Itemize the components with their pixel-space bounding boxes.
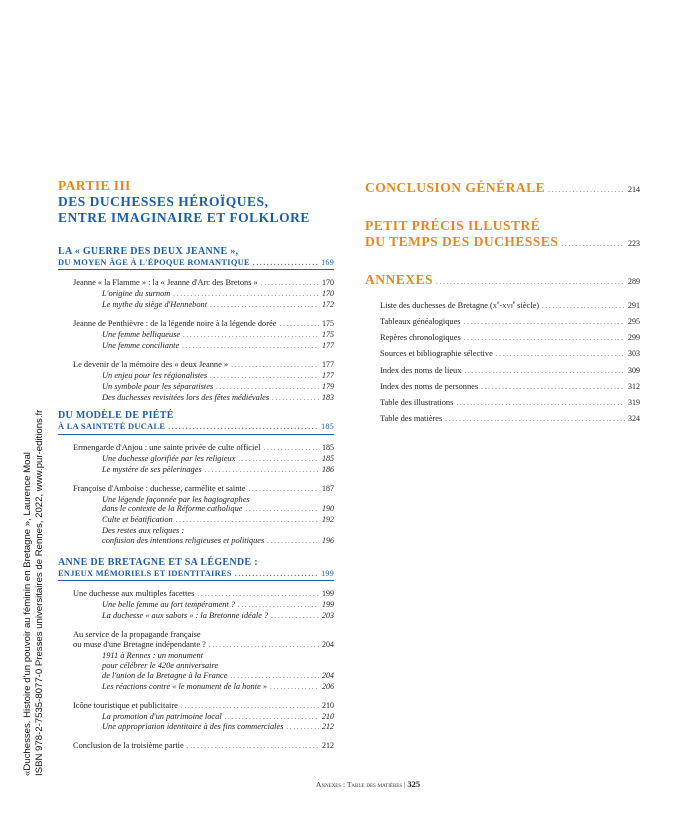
annex-item[interactable] bbox=[380, 330, 640, 346]
leader-dots bbox=[267, 536, 319, 547]
chapter-title-line bbox=[58, 422, 334, 433]
section-title: Icône touristique et publicitaire bbox=[73, 700, 178, 710]
page-number: 223 bbox=[628, 239, 640, 248]
toc-subsection[interactable] bbox=[102, 536, 334, 547]
page-footer bbox=[316, 779, 420, 789]
leader-dots bbox=[231, 360, 319, 371]
toc-subsection[interactable] bbox=[102, 682, 334, 693]
page-number: 179 bbox=[322, 381, 334, 391]
toc-section[interactable] bbox=[73, 589, 334, 600]
annex-list bbox=[380, 296, 640, 427]
page-number: 172 bbox=[322, 300, 334, 310]
subsection-title: La duchesse « aux sabots » : la Bretonne idéale ? bbox=[102, 611, 269, 621]
leader-dots bbox=[230, 671, 319, 682]
subsection-title: L'origine du surnom bbox=[102, 289, 171, 299]
toc-section[interactable] bbox=[73, 701, 334, 712]
page-number: 210 bbox=[322, 700, 334, 710]
page-number: 177 bbox=[322, 340, 334, 350]
leader-dots bbox=[286, 722, 319, 733]
leader-dots bbox=[210, 371, 319, 382]
page-number: 299 bbox=[628, 333, 640, 343]
toc-subsection[interactable] bbox=[102, 393, 334, 404]
annex-item[interactable] bbox=[380, 296, 640, 314]
chapter-title-text: DU MOYEN ÂGE À L'ÉPOQUE ROMANTIQUE bbox=[58, 257, 250, 267]
leader-dots bbox=[182, 341, 319, 352]
page-number: 185 bbox=[322, 453, 334, 463]
chapter-heading[interactable] bbox=[58, 246, 334, 270]
section-title: Françoise d'Amboise : duchesse, carmélite et sainte bbox=[73, 483, 246, 493]
chapter-heading[interactable] bbox=[58, 410, 334, 434]
toc-section[interactable] bbox=[73, 741, 334, 752]
annex-item-title: Tableaux généalogiques bbox=[380, 317, 461, 326]
page-number: 204 bbox=[322, 640, 334, 650]
toc-subsection-line[interactable]: Des restes aux reliques : bbox=[102, 526, 185, 536]
section-title: Une duchesse aux multiples facettes bbox=[73, 589, 195, 599]
annex-item[interactable] bbox=[380, 346, 640, 362]
toc-subsection[interactable] bbox=[102, 330, 334, 341]
subsection-title: Une femme belliqueuse bbox=[102, 330, 181, 340]
section-title: Jeanne « la Flamme » : la « Jeanne d'Arc des Bretons » bbox=[73, 278, 258, 288]
page-number: 199 bbox=[321, 568, 334, 578]
chapter-title-text: ENJEUX MÉMORIELS ET IDENTITAIRES bbox=[58, 568, 232, 578]
toc-subsection[interactable] bbox=[102, 504, 334, 515]
toc-subsection[interactable] bbox=[102, 611, 334, 622]
subsection-title: Culte et béatification bbox=[102, 515, 173, 525]
leader-dots bbox=[436, 278, 625, 286]
page-number: 199 bbox=[322, 589, 334, 599]
leader-dots bbox=[263, 443, 319, 454]
part-title-line-1: DES DUCHESSES HÉROÏQUES, bbox=[58, 194, 269, 209]
page-number: 324 bbox=[628, 414, 640, 424]
major-entry-title-line bbox=[365, 234, 640, 250]
subsection-title: Une femme conciliante bbox=[102, 340, 180, 350]
major-entry-title: CONCLUSION GÉNÉRALE bbox=[365, 180, 546, 195]
subsection-title: Un symbole pour les séparatistes bbox=[102, 381, 214, 391]
toc-section[interactable] bbox=[73, 278, 334, 289]
subsection-title: Une belle femme au fort tempérament ? bbox=[102, 600, 236, 610]
major-entry-title-line: PETIT PRÉCIS ILLUSTRÉ bbox=[365, 218, 541, 233]
leader-dots bbox=[279, 319, 319, 330]
page-number: 203 bbox=[322, 611, 334, 621]
page-number: 186 bbox=[322, 464, 334, 474]
right-column bbox=[365, 180, 640, 427]
toc-major-entry[interactable] bbox=[365, 180, 640, 196]
chapter-title-text: À LA SAINTETÉ DUCALE bbox=[58, 421, 166, 431]
page-number: 199 bbox=[322, 600, 334, 610]
toc-subsection-line[interactable]: pour célébrer le 420e anniversaire bbox=[102, 660, 219, 670]
leader-dots bbox=[261, 278, 319, 289]
toc-subsection[interactable] bbox=[102, 515, 334, 526]
page-number: 289 bbox=[628, 277, 640, 286]
annex-item[interactable] bbox=[380, 314, 640, 330]
page-number: 319 bbox=[628, 398, 640, 408]
page-number: 170 bbox=[322, 289, 334, 299]
toc-major-entry[interactable] bbox=[365, 272, 640, 288]
left-column bbox=[58, 178, 334, 752]
leader-dots bbox=[464, 363, 625, 379]
chapter-title-line: ANNE DE BRETAGNE ET SA LÉGENDE : bbox=[58, 557, 258, 569]
section-title: Conclusion de la troisième partie bbox=[73, 741, 184, 751]
leader-dots bbox=[464, 330, 625, 346]
page-number: 214 bbox=[628, 185, 640, 194]
subsection-title: Les réactions contre « le monument de la honte » bbox=[102, 681, 268, 691]
running-footer-text: Annexes : Table des matières bbox=[316, 780, 403, 789]
toc-subsection[interactable] bbox=[102, 300, 334, 311]
side-note-line-2: ISBN 978-2-7535-8077-0 Presses universitaires de Rennes, 2022, www.pur-editions.fr bbox=[33, 409, 45, 776]
annex-item[interactable] bbox=[380, 395, 640, 411]
leader-dots bbox=[248, 484, 319, 495]
section-title: Jeanne de Penthièvre : de la légende noire à la légende dorée bbox=[73, 319, 277, 329]
page-number: 204 bbox=[322, 670, 334, 680]
toc-section-line[interactable]: Au service de la propagande française bbox=[73, 630, 201, 640]
toc-subsection[interactable] bbox=[102, 671, 334, 682]
page-number: 312 bbox=[628, 381, 640, 391]
chapter-heading[interactable] bbox=[58, 557, 334, 581]
toc-section[interactable] bbox=[73, 319, 334, 330]
chapter-title-line bbox=[58, 569, 334, 580]
leader-dots bbox=[197, 589, 319, 600]
leader-dots bbox=[548, 186, 625, 194]
side-note-line-1: «Duchesses. Histoire d'un pouvoir au féminin en Bretagne », Laurence Moal bbox=[22, 452, 33, 776]
leader-dots bbox=[481, 379, 625, 395]
section-title: ou muse d'une Bretagne indépendante ? bbox=[73, 640, 206, 650]
toc-subsection[interactable] bbox=[102, 712, 334, 723]
leader-dots bbox=[168, 422, 318, 433]
leader-dots bbox=[181, 701, 319, 712]
annex-item[interactable] bbox=[380, 379, 640, 395]
leader-dots bbox=[272, 393, 319, 404]
annex-item[interactable] bbox=[380, 411, 640, 427]
subsection-title: Une duchesse glorifiée par les religieux bbox=[102, 453, 236, 463]
leader-dots bbox=[209, 640, 319, 651]
page-number: 212 bbox=[322, 741, 334, 751]
page-number: 210 bbox=[322, 711, 334, 721]
page-number: 187 bbox=[322, 483, 334, 493]
annex-item-title: Liste des duchesses de Bretagne ($x^e-xvi^e$ siècle) bbox=[380, 300, 540, 310]
toc-subsection[interactable] bbox=[102, 289, 334, 300]
leader-dots bbox=[238, 454, 319, 465]
toc-section[interactable] bbox=[73, 443, 334, 454]
annex-item-title: Repères chronologiques bbox=[380, 333, 461, 343]
page-number-footer: 325 bbox=[407, 779, 421, 789]
page-number: 170 bbox=[322, 278, 334, 288]
leader-dots bbox=[271, 611, 319, 622]
part-label: PARTIE III bbox=[58, 178, 131, 193]
chapter-title-line: LA « GUERRE DES DEUX JEANNE », bbox=[58, 246, 239, 257]
page-number: 295 bbox=[628, 317, 640, 326]
leader-dots bbox=[216, 382, 319, 393]
toc-section[interactable] bbox=[73, 640, 334, 651]
page-number: 190 bbox=[322, 504, 334, 514]
footer-separator: | bbox=[404, 780, 408, 789]
subsection-title: confusion des intentions religieuses et politiques bbox=[102, 536, 265, 546]
section-title: Le devenir de la mémoire des « deux Jeanne » bbox=[73, 359, 229, 369]
leader-dots bbox=[245, 504, 319, 515]
leader-dots bbox=[456, 395, 625, 411]
leader-dots bbox=[205, 465, 319, 476]
subsection-title: Un enjeu pour les régionalistes bbox=[102, 370, 208, 380]
page-number: 309 bbox=[628, 365, 640, 375]
page-number: 212 bbox=[322, 722, 334, 732]
toc-major-entry-precis[interactable] bbox=[365, 218, 640, 250]
leader-dots bbox=[183, 330, 319, 341]
toc-subsection[interactable] bbox=[102, 371, 334, 382]
page-number: 206 bbox=[322, 681, 334, 691]
toc-subsection[interactable] bbox=[102, 722, 334, 733]
leader-dots bbox=[173, 289, 319, 300]
toc-subsection-line[interactable]: Une légende façonnée par les hagiographes bbox=[102, 494, 250, 504]
toc-subsection[interactable] bbox=[102, 341, 334, 352]
subsection-title: La promotion d'un patrimoine local bbox=[102, 711, 222, 721]
subsection-title: Le mythe du siège d'Hennebont bbox=[102, 300, 208, 310]
toc-subsection-line[interactable]: 1911 à Rennes : un monument bbox=[102, 650, 204, 660]
annex-item-title: Index des noms de lieux bbox=[380, 365, 462, 375]
toc-section[interactable] bbox=[73, 360, 334, 371]
leader-dots bbox=[561, 240, 625, 248]
leader-dots bbox=[176, 515, 319, 526]
annex-item[interactable] bbox=[380, 363, 640, 379]
leader-dots bbox=[187, 741, 319, 752]
annex-item-title: Table des illustrations bbox=[380, 398, 454, 408]
leader-dots bbox=[464, 314, 625, 330]
leader-dots bbox=[225, 712, 319, 723]
page-number: 196 bbox=[322, 536, 334, 546]
page-number: 291 bbox=[628, 300, 640, 310]
leader-dots bbox=[496, 346, 625, 362]
toc-subsection[interactable] bbox=[102, 465, 334, 476]
page-number: 169 bbox=[321, 257, 334, 267]
page-number: 175 bbox=[322, 330, 334, 340]
major-entry-title: ANNEXES bbox=[365, 272, 434, 287]
annex-item-title: Table des matières bbox=[380, 414, 443, 424]
toc-subsection[interactable] bbox=[102, 600, 334, 611]
toc-subsection[interactable] bbox=[102, 382, 334, 393]
subsection-title: Le mystère de ses pèlerinages bbox=[102, 464, 202, 474]
page-number: 185 bbox=[322, 442, 334, 452]
section-title: Ermengarde d'Anjou : une sainte privée de culte officiel bbox=[73, 442, 261, 452]
leader-dots bbox=[210, 300, 319, 311]
page-number: 175 bbox=[322, 319, 334, 329]
page-number: 192 bbox=[322, 515, 334, 525]
part-title bbox=[58, 194, 334, 226]
leader-dots bbox=[235, 569, 318, 580]
toc-section[interactable] bbox=[73, 484, 334, 495]
part-title-line-2: ENTRE IMAGINAIRE ET FOLKLORE bbox=[58, 210, 310, 225]
leader-dots bbox=[238, 600, 319, 611]
page-number: 177 bbox=[322, 359, 334, 369]
page-number: 185 bbox=[321, 421, 334, 431]
subsection-title: Des duchesses revisitées lors des fêtes médiévales bbox=[102, 392, 270, 402]
annex-item-title: Index des noms de personnes bbox=[380, 381, 479, 391]
page-number: 183 bbox=[322, 392, 334, 402]
subsection-title: Une appropriation identitaire à des fins commerciales bbox=[102, 722, 284, 732]
major-entry-title: DU TEMPS DES DUCHESSES bbox=[365, 234, 559, 249]
toc-subsection[interactable] bbox=[102, 454, 334, 465]
page-number: 177 bbox=[322, 370, 334, 380]
leader-dots bbox=[253, 258, 318, 269]
leader-dots bbox=[445, 411, 625, 427]
leader-dots bbox=[542, 298, 625, 314]
page-number: 303 bbox=[628, 349, 640, 359]
subsection-title: dans le contexte de la Réforme catholique bbox=[102, 504, 243, 514]
chapter-title-line: DU MODÈLE DE PIÉTÉ bbox=[58, 410, 174, 422]
annex-item-title: Sources et bibliographie sélective bbox=[380, 349, 493, 359]
leader-dots bbox=[270, 682, 319, 693]
copyright-side-note bbox=[22, 410, 45, 776]
subsection-title: de l'union de la Bretagne à la France bbox=[102, 670, 228, 680]
chapter-title-line bbox=[58, 258, 334, 269]
